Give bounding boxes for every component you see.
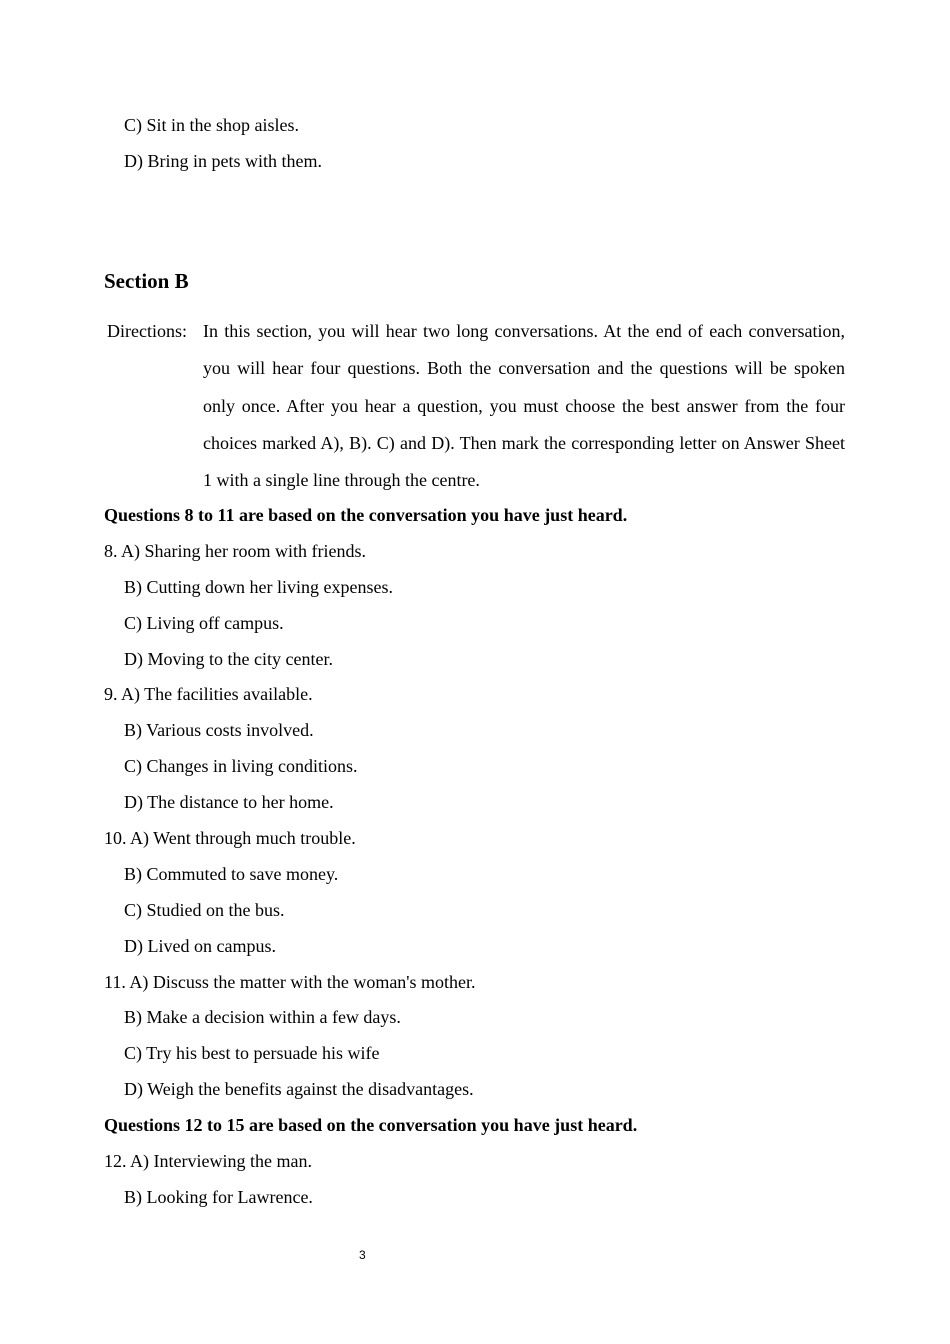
question-number: 9. [104, 684, 118, 705]
question-8 [104, 534, 845, 570]
option: C) Sit in the shop aisles. [124, 115, 299, 135]
option: B) Cutting down her living expenses. [124, 576, 393, 597]
option: B) Various costs involved. [124, 720, 314, 741]
question-number: 12. [104, 1151, 127, 1172]
option: D) Moving to the city center. [124, 648, 333, 669]
option: A) Interviewing the man. [130, 1151, 312, 1172]
question-12 [104, 1144, 845, 1180]
question-number: 11. [104, 971, 126, 992]
option: A) Sharing her room with friends. [121, 540, 366, 561]
directions [107, 313, 845, 499]
question-10 [104, 821, 845, 857]
option: A) The facilities available. [121, 684, 313, 705]
option: C) Try his best to persuade his wife [124, 1043, 380, 1064]
group-header: Questions 12 to 15 are based on the conversation you have just heard. [104, 1115, 638, 1136]
option: D) Weigh the benefits against the disadvantages. [124, 1079, 474, 1100]
directions-text: In this section, you will hear two long conversations. At the end of each conversation, you will hear four questions. Both the conversation and the questions will be spoken only once. After you hear a question, you must choose the best answer from the four choices marked A), B). C) and D). Then mark the corresponding letter on Answer Sheet 1 with a single line through the centre. [203, 321, 845, 491]
option: B) Commuted to save money. [124, 863, 339, 884]
option: B) Make a decision within a few days. [124, 1007, 401, 1028]
previous-question-options [104, 107, 845, 179]
option: A) Discuss the matter with the woman's mother. [129, 971, 476, 992]
question-11 [104, 965, 845, 1001]
question-9 [104, 677, 845, 713]
option: B) Looking for Lawrence. [124, 1186, 313, 1207]
option: C) Living off campus. [124, 612, 284, 633]
question-number: 10. [104, 828, 127, 849]
option: D) The distance to her home. [124, 792, 334, 813]
section-title: Section B [104, 269, 189, 293]
option: D) Bring in pets with them. [124, 151, 322, 171]
option: C) Changes in living conditions. [124, 756, 358, 777]
option: C) Studied on the bus. [124, 899, 285, 920]
option: D) Lived on campus. [124, 935, 276, 956]
option: A) Went through much trouble. [130, 828, 356, 849]
page-number: 3 [359, 1248, 366, 1262]
question-number: 8. [104, 540, 118, 561]
directions-label: Directions: [107, 321, 187, 341]
group-header: Questions 8 to 11 are based on the conversation you have just heard. [104, 505, 628, 525]
questions [104, 498, 845, 1216]
